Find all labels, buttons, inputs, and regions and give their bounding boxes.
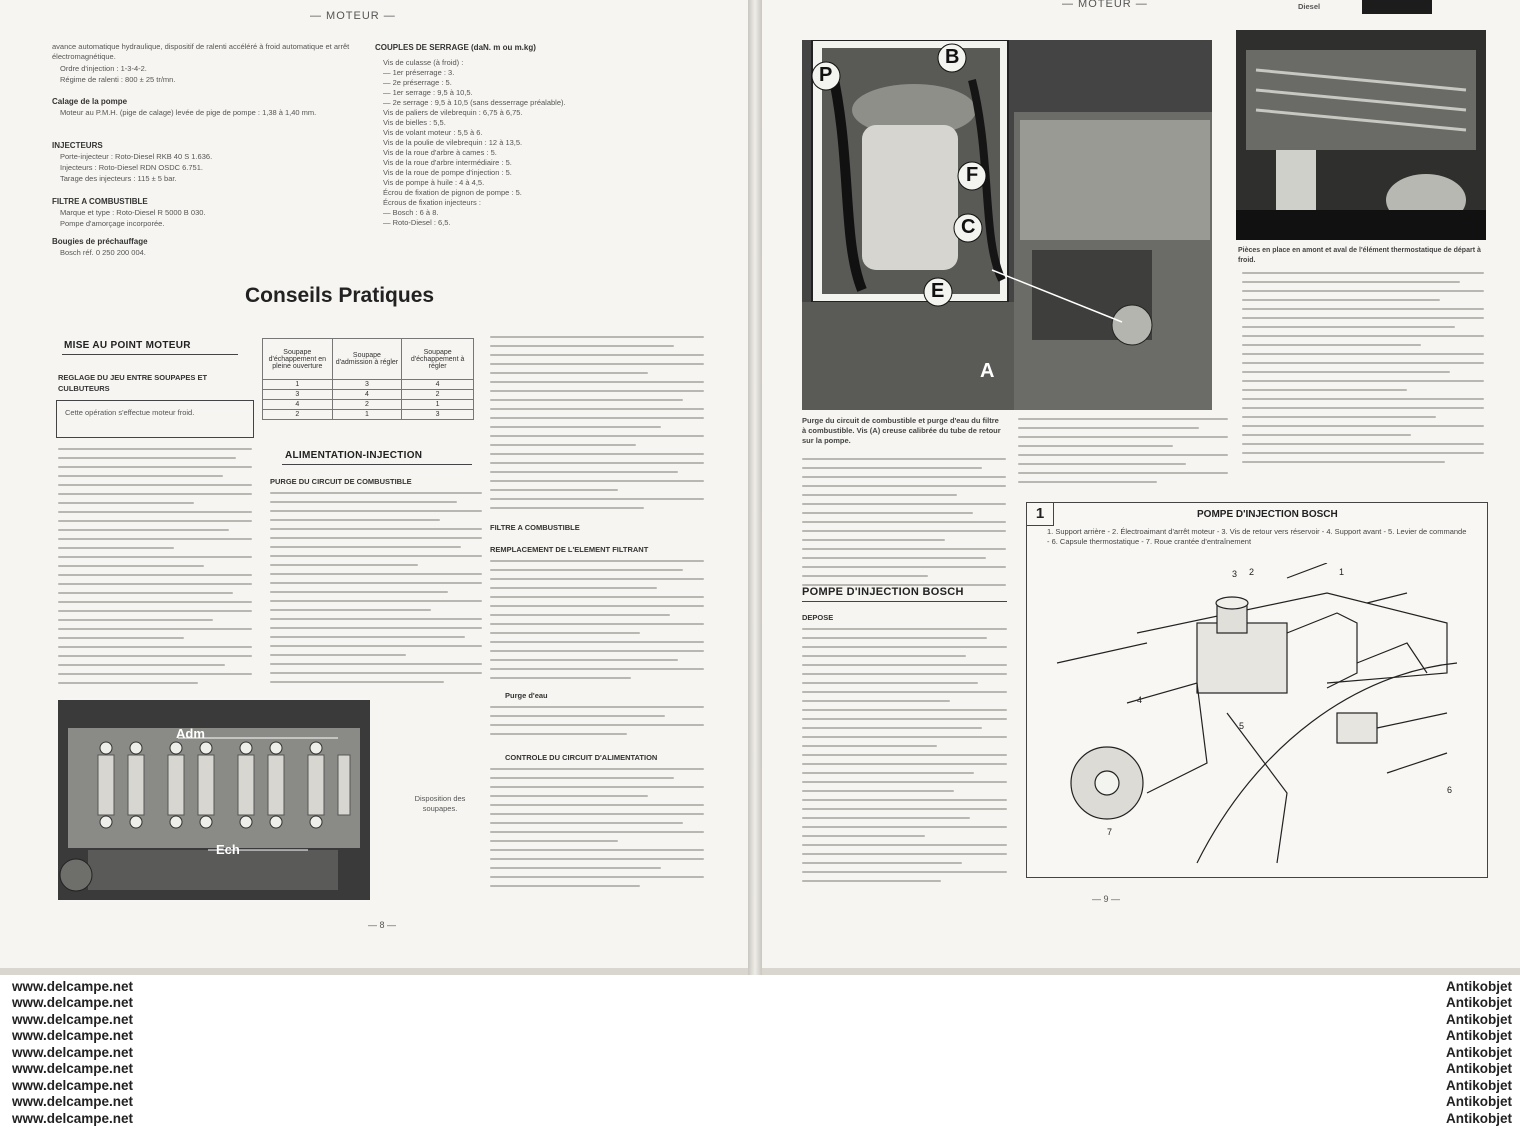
table-row: 2 1 3 <box>263 410 474 420</box>
figure-number: 1 <box>1027 503 1054 526</box>
couples-line: — 2e serrage : 9,5 à 10,5 (sans desserrage préalable). <box>383 98 566 107</box>
diesel-label: Diesel <box>1298 2 1321 11</box>
watermark-right: Antikobjet <box>1446 1045 1512 1060</box>
watermark-left: www.delcampe.net <box>12 979 134 994</box>
part-number-4: 4 <box>1137 695 1143 705</box>
filtre-comb-heading: FILTRE A COMBUSTIBLE <box>490 523 580 532</box>
couples-line: — Bosch : 6 à 8. <box>383 208 439 217</box>
alimentation-heading: ALIMENTATION-INJECTION <box>285 450 423 461</box>
watermark-right: Antikobjet <box>1446 1111 1512 1126</box>
boxed-note-text: Cette opération s'effectue moteur froid. <box>65 408 195 417</box>
couples-line: — Roto-Diesel : 6,5. <box>383 218 451 227</box>
couples-line: — 1er préserrage : 3. <box>383 68 455 77</box>
purge-eau-heading: Purge d'eau <box>505 691 548 700</box>
table-row: 4 2 1 <box>263 400 474 410</box>
page-number-left: — 8 — <box>368 920 397 930</box>
fuel-filter-photo <box>802 40 1212 410</box>
controle-heading: CONTROLE DU CIRCUIT D'ALIMENTATION <box>505 753 658 762</box>
left-page <box>0 0 748 968</box>
column-c-text-top <box>490 336 704 516</box>
intro-line-2: Régime de ralenti : 800 ± 25 tr/mn. <box>60 75 176 84</box>
couples-line: Écrous de fixation injecteurs : <box>383 198 481 207</box>
page-number-right: — 9 — <box>1092 894 1121 904</box>
page-title: Conseils Pratiques <box>245 284 435 307</box>
running-head-right: — MOTEUR — <box>1062 0 1148 10</box>
boxed-note <box>56 400 254 438</box>
couples-line: Vis de pompe à huile : 4 à 4,5. <box>383 178 485 187</box>
watermark-left: www.delcampe.net <box>12 1061 134 1076</box>
injecteurs-line-2: Injecteurs : Roto-Diesel RDN OSDC 6.751. <box>60 163 203 172</box>
column-b-text <box>270 492 482 690</box>
binding-gutter <box>748 0 762 975</box>
table-header: Soupape d'échappement à régler <box>402 339 474 380</box>
couples-line: — 1er serrage : 9,5 à 10,5. <box>383 88 473 97</box>
figure-box <box>1026 502 1488 878</box>
middle-column-text <box>1018 418 1228 490</box>
column-c-text-bottom <box>490 768 704 894</box>
column-c-text-mid <box>490 560 704 686</box>
ech-label: Ech <box>216 842 240 857</box>
calage-heading: Calage de la pompe <box>52 97 128 106</box>
table-row: 3 4 2 <box>263 390 474 400</box>
watermark-left: www.delcampe.net <box>12 1012 134 1027</box>
calage-text: Moteur au P.M.H. (pige de calage) levée de pige de pompe : 1,38 à 1,40 mm. <box>60 108 317 117</box>
intro-text: avance automatique hydraulique, dispositif de ralenti accéléré à froid automatique et arrêt électromagnétique. <box>52 42 350 61</box>
bougies-line: Bosch réf. 0 250 200 004. <box>60 248 146 257</box>
watermark-right: Antikobjet <box>1446 1094 1512 1109</box>
callout-b: B <box>945 46 960 68</box>
part-number-1: 1 <box>1339 567 1345 577</box>
part-number-3: 3 <box>1232 569 1238 579</box>
filtre-line-1: Marque et type : Roto-Diesel R 5000 B 030. <box>60 208 206 217</box>
watermark-right: Antikobjet <box>1446 979 1512 994</box>
left-column-text <box>802 458 1006 593</box>
pump-exploded-diagram <box>1027 563 1485 875</box>
injecteurs-line-1: Porte-injecteur : Roto-Diesel RKB 40 S 1.636. <box>60 152 213 161</box>
reglage-heading: REGLAGE DU JEU ENTRE SOUPAPES ET CULBUTEURS <box>58 373 208 393</box>
table-header: Soupape d'admission à régler <box>332 339 402 380</box>
heading-rule <box>282 464 472 465</box>
valve-table <box>262 338 474 420</box>
remplacement-heading: REMPLACEMENT DE L'ELEMENT FILTRANT <box>490 545 649 554</box>
callout-f: F <box>966 164 979 186</box>
part-number-2: 2 <box>1249 567 1255 577</box>
watermark-left: www.delcampe.net <box>12 1078 134 1093</box>
couples-line: — 2e préserrage : 5. <box>383 78 452 87</box>
watermark-left: www.delcampe.net <box>12 1111 134 1126</box>
couples-heading: COUPLES DE SERRAGE (daN. m ou m.kg) <box>375 43 536 52</box>
couples-line: Vis de la roue d'arbre à cames : 5. <box>383 148 497 157</box>
couples-line: Vis de la roue d'arbre intermédiaire : 5. <box>383 158 512 167</box>
diagram-part-numbers <box>1107 567 1452 837</box>
adm-label: Adm <box>176 726 205 741</box>
depose-heading: DEPOSE <box>802 613 834 622</box>
cylinder-head-photo <box>58 700 370 900</box>
filtre-heading: FILTRE A COMBUSTIBLE <box>52 197 148 206</box>
couples-line: Vis de la poulie de vilebrequin : 12 à 13,5. <box>383 138 523 147</box>
couples-line: Vis de volant moteur : 5,5 à 6. <box>383 128 483 137</box>
watermark-right: Antikobjet <box>1446 1078 1512 1093</box>
bougies-heading: Bougies de préchauffage <box>52 237 148 246</box>
purge-heading: PURGE DU CIRCUIT DE COMBUSTIBLE <box>270 477 412 486</box>
part-number-6: 6 <box>1447 785 1453 795</box>
heading-rule <box>802 601 1007 602</box>
photo-caption-left: Disposition des soupapes. <box>414 794 466 813</box>
intro-line-1: Ordre d'injection : 1-3-4-2. <box>60 64 147 73</box>
watermark-left: www.delcampe.net <box>12 1028 134 1043</box>
cylinder-head-illustration <box>58 700 370 900</box>
watermark-right: Antikobjet <box>1446 1012 1512 1027</box>
brand-marker <box>1362 0 1432 14</box>
thermostat-photo <box>1236 30 1486 240</box>
injecteurs-heading: INJECTEURS <box>52 141 103 150</box>
couples-line: Vis de culasse (à froid) : <box>383 58 464 67</box>
column-c-text-eau <box>490 706 704 742</box>
right-page <box>762 0 1520 968</box>
photo-caption-right: Pièces en place en amont et aval de l'élément thermostatique de départ à froid. <box>1238 247 1481 264</box>
injecteurs-line-3: Tarage des injecteurs : 115 ± 5 bar. <box>60 174 177 183</box>
callout-p: P <box>819 64 833 86</box>
heading-rule <box>62 354 238 355</box>
column-a-text <box>58 448 252 691</box>
couples-line: Écrou de fixation de pignon de pompe : 5. <box>383 188 522 197</box>
couples-line: Vis de la roue de pompe d'injection : 5. <box>383 168 512 177</box>
part-number-5: 5 <box>1239 721 1245 731</box>
figure-title: POMPE D'INJECTION BOSCH <box>1197 509 1338 520</box>
fuel-filter-illustration <box>802 40 1212 410</box>
running-head-left: — MOTEUR — <box>310 10 396 22</box>
watermark-left: www.delcampe.net <box>12 1094 134 1109</box>
thermostat-illustration <box>1236 30 1486 240</box>
watermark-footer <box>0 975 1520 1131</box>
filtre-line-2: Pompe d'amorçage incorporée. <box>60 219 165 228</box>
watermark-left: www.delcampe.net <box>12 995 134 1010</box>
couples-list <box>383 58 703 228</box>
part-number-7: 7 <box>1107 827 1113 837</box>
callout-a: A <box>980 360 995 382</box>
figure-legend: 1. Support arrière - 2. Électroaimant d'arrêt moteur - 3. Vis de retour vers réservoir - 4. Support avant - 5. Levier de commande - 6. Capsule thermostatique - 7. Roue crantée d'entraînement <box>1047 527 1467 546</box>
callout-e: E <box>931 280 945 302</box>
couples-line: Vis de paliers de vilebrequin : 6,75 à 6,75. <box>383 108 523 117</box>
watermark-right: Antikobjet <box>1446 1028 1512 1043</box>
watermark-right: Antikobjet <box>1446 995 1512 1010</box>
couples-line: Vis de bielles : 5,5. <box>383 118 446 127</box>
watermark-left: www.delcampe.net <box>12 1045 134 1060</box>
right-column-text <box>1242 272 1484 470</box>
watermark-right: Antikobjet <box>1446 1061 1512 1076</box>
table-header: Soupape d'échappement en pleine ouverture <box>263 339 333 380</box>
mise-au-point-heading: MISE AU POINT MOTEUR <box>64 340 191 351</box>
section-title-bosch: POMPE D'INJECTION BOSCH <box>802 586 964 598</box>
table-row: 1 3 4 <box>263 380 474 390</box>
callout-c: C <box>961 216 976 238</box>
depose-text <box>802 628 1007 889</box>
photo-caption-main: Purge du circuit de combustible et purge d'eau du filtre à combustible. Vis (A) creuse calibrée du tube de retour sur la pompe. <box>802 416 1001 445</box>
